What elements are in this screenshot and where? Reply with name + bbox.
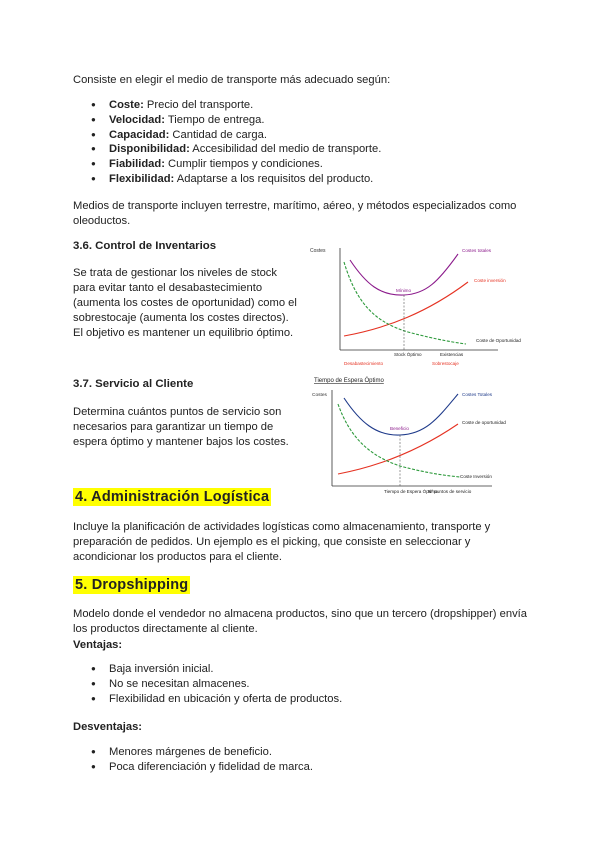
inventory-line: El objetivo es mantener un equilibrio óptimo. (73, 327, 294, 339)
criteria-item (73, 128, 553, 143)
chart1-left-label: Desabastecimiento (344, 361, 384, 366)
inventory-line: para evitar tanto el desabastecimiento (73, 282, 263, 294)
criteria-desc: Precio del transporte. (143, 99, 254, 111)
criteria-item (73, 172, 553, 187)
criteria-term: Velocidad: (109, 113, 165, 126)
criteria-item (73, 113, 553, 128)
section4-title: 4. Administración Logística (75, 489, 270, 505)
advantage-item: ● Baja inversión inicial. (73, 662, 533, 677)
chart1-min-label: Mínimo (396, 288, 412, 293)
section5-heading (73, 576, 190, 594)
chart1-legend-inversion: Coste inversión (474, 278, 506, 283)
chart1-right-label: Sobrestocaje (432, 361, 459, 366)
chart2-legend-oportunidad: Coste de oportunidad (462, 420, 506, 425)
criteria-item (73, 98, 553, 113)
chart2-legend-total: Costes Totales (462, 392, 493, 397)
criteria-item (73, 157, 553, 172)
service-title: 3.7. Servicio al Cliente (73, 378, 194, 390)
criteria-desc: Adaptarse a los requisitos del producto. (174, 172, 374, 185)
criteria-desc: Tiempo de entrega. (164, 113, 265, 126)
chart2-title: Tiempo de Espera Óptimo (314, 378, 384, 384)
chart2-ylabel: Costes (312, 393, 327, 398)
criteria-list (73, 98, 553, 187)
advantage-item: ● Flexibilidad en ubicación y oferta de productos. (73, 692, 533, 707)
intro-text: Consiste en elegir el medio de transporte más adecuado según: (73, 74, 391, 86)
criteria-item (73, 142, 553, 157)
chart2-x-label: Nº puntos de servicio (428, 489, 472, 494)
advantages-label: Ventajas: (73, 639, 123, 651)
service-line: Determina cuántos puntos de servicio son (73, 406, 282, 418)
service-chart (310, 374, 506, 500)
chart1-x-label: Existencias (440, 352, 464, 357)
section5-text: Modelo donde el vendedor no almacena productos, sino que un tercero (dropshipper) envía los productos directamente al cliente. (73, 608, 528, 635)
chart1-ylabel: Costes (310, 248, 326, 254)
criteria-term: Capacidad: (109, 128, 170, 141)
inventory-line: sobrestocaje (aumenta los costes directos). (73, 312, 289, 324)
service-line: necesarios para garantizar un tiempo de (73, 421, 274, 433)
advantages-list (73, 662, 533, 706)
criteria-term: Fiabilidad: (109, 158, 165, 171)
inventory-line: Se trata de gestionar los niveles de stock (73, 267, 277, 279)
section4-heading (73, 488, 271, 506)
inventory-chart (308, 242, 521, 372)
section4-text: Incluye la planificación de actividades logísticas como almacenamiento, transporte y preparación de pedidos. Un ejemplo es el picking, que consiste en seleccionar y acondicionar los productos para el cliente. (73, 521, 491, 563)
service-line: espera óptimo y mantener bajos los costes. (73, 436, 289, 448)
disadvantage-item: ● Menores márgenes de beneficio. (73, 745, 533, 760)
chart2-series-oportunidad (338, 424, 458, 474)
criteria-term: Coste: (109, 99, 144, 111)
inventory-text (73, 266, 313, 341)
chart2-legend-inversion: Coste Inversión (460, 474, 492, 479)
media-text: Medios de transporte incluyen terrestre, marítimo, aéreo, y métodos especializados como oleoductos. (73, 200, 517, 227)
advantage-item: ● No se necesitan almacenes. (73, 677, 533, 692)
inventory-title: 3.6. Control de Inventarios (73, 240, 217, 252)
chart1-optimum-label: Stock Óptimo (394, 352, 422, 357)
criteria-desc: Accesibilidad del medio de transporte. (189, 143, 382, 156)
inventory-line: (aumenta los costes de oportunidad) como el (73, 297, 297, 309)
disadvantages-label: Desventajas: (73, 721, 143, 733)
criteria-term: Disponibilidad: (109, 143, 190, 156)
chart1-legend-oportunidad: Coste de Oportunidad (476, 338, 521, 343)
chart1-legend-total: Costes totales (462, 248, 492, 253)
criteria-desc: Cantidad de carga. (169, 128, 267, 141)
service-text (73, 405, 313, 450)
chart2-min-label: Beneficio (390, 426, 409, 431)
criteria-desc: Cumplir tiempos y condiciones. (164, 158, 323, 171)
disadvantages-list (73, 745, 533, 775)
disadvantage-item: ● Poca diferenciación y fidelidad de marca. (73, 760, 533, 775)
section5-title: 5. Dropshipping (75, 577, 189, 593)
criteria-term: Flexibilidad: (109, 172, 175, 185)
chart2-optimum-label: Tiempo de Espera Óptimo (384, 489, 438, 494)
